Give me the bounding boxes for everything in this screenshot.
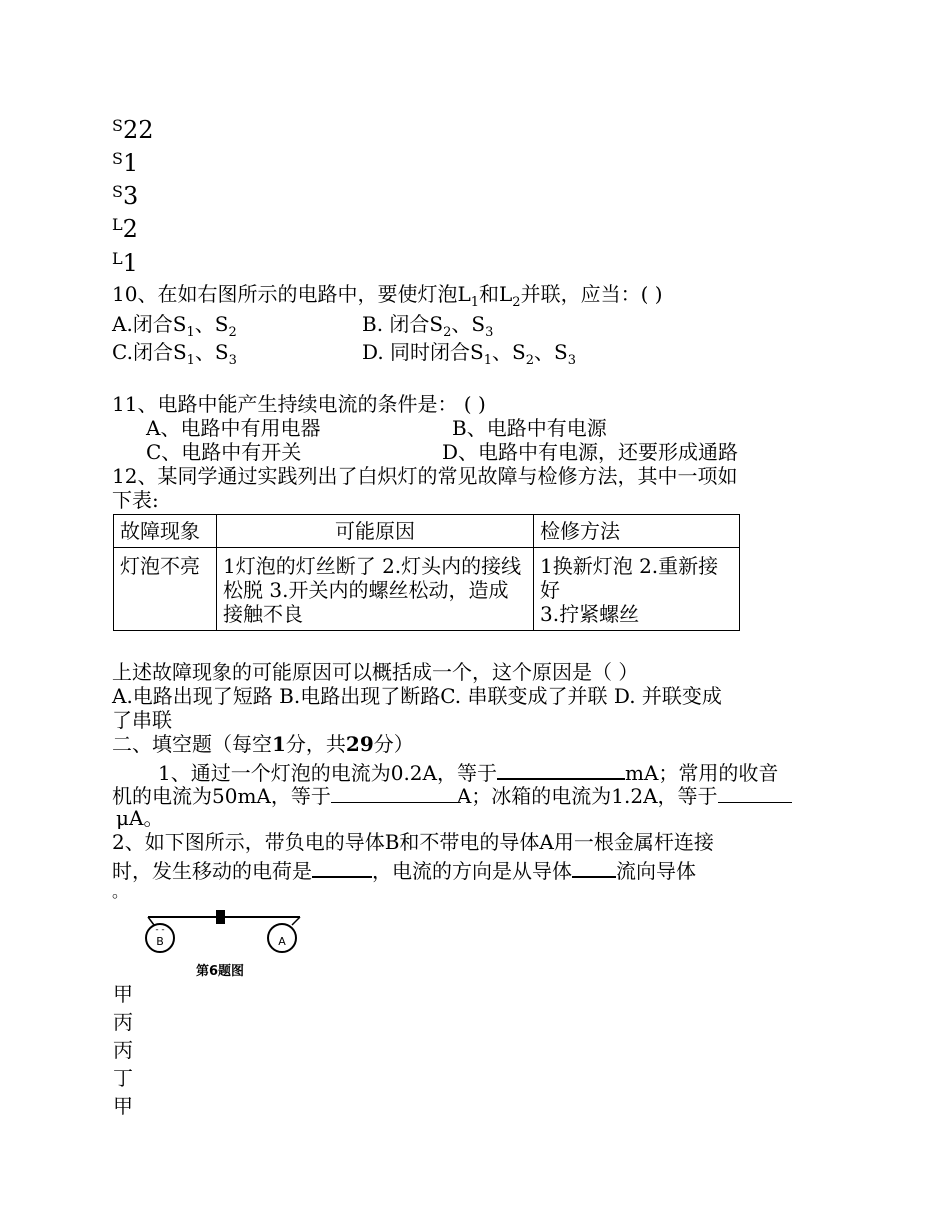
circuit-label-s1: $^S$1 <box>112 149 139 177</box>
circuit-label-l1: $^L$1 <box>112 249 138 277</box>
q11-option-b: B、电路中有电源 <box>452 416 607 440</box>
label-a: A <box>278 935 286 948</box>
table-header-cause: 可能原因 <box>217 515 534 548</box>
table-header-repair: 检修方法 <box>534 515 740 548</box>
q10-stem: 10、在如右图所示的电路中，要使灯泡$L_1$和$L_2$并联，应当：( ) <box>112 282 663 310</box>
s2-q1-line3: μA。 <box>116 806 164 830</box>
s2-q2-line1: 2、如下图所示，带负电的导体B和不带电的导体A用一根金属杆连接 <box>112 830 714 854</box>
q12-stem-line1: 12、某同学通过实践列出了白炽灯的常见故障与检修方法，其中一项如 <box>112 464 738 488</box>
q12-options-line1: A.电路出现了短路 B.电路出现了断路C. 串联变成了并联 D. 并联变成 <box>112 684 722 708</box>
answer-blank-ua[interactable] <box>718 784 792 803</box>
q12-stem-line2: 下表: <box>112 488 159 512</box>
table-cell-repair <box>534 548 740 631</box>
table-cell-cause: 1灯泡的灯丝断了 2.灯头内的接线松脱 3.开关内的螺丝松动，造成接触不良 <box>217 548 534 631</box>
fault-table <box>113 514 740 631</box>
negative-charge-marks: - - <box>155 925 165 935</box>
q11-option-a: A、电路中有用电器 <box>146 416 321 440</box>
q10-option-c: C.闭合$S_1$、$S_3$ <box>112 340 237 368</box>
s2-q1-line2: 机的电流为50mA，等于 A；冰箱的电流为1.2A，等于 <box>112 784 792 806</box>
s2-q1-line1: 1、通过一个灯泡的电流为0.2A，等于 mA；常用的收音 <box>158 761 779 785</box>
repair-step-1-2: 1换新灯泡 2.重新接好 <box>540 554 719 602</box>
q11-option-c: C、电路中有开关 <box>146 440 302 464</box>
table-header-phenomenon: 故障现象 <box>114 515 217 548</box>
q10-option-b: B. 闭合$S_2$、$S_3$ <box>362 312 494 340</box>
label-ding: 丁 <box>113 1066 133 1090</box>
q11-option-d: D、电路中有电源，还要形成通路 <box>442 440 739 464</box>
circuit-label-s3: $^S$3 <box>112 182 139 210</box>
q10-option-a: A.闭合$S_1$、$S_2$ <box>112 312 237 340</box>
label-jia-1: 甲 <box>113 982 133 1006</box>
table-row <box>114 548 740 631</box>
label-b: B <box>156 935 164 948</box>
answer-blank-charge[interactable] <box>312 858 372 878</box>
q12-options-line2: 了串联 <box>112 708 172 732</box>
conductor-figure <box>140 905 310 980</box>
q11-stem: 11、电路中能产生持续电流的条件是： ( ) <box>112 392 486 416</box>
answer-blank-ma[interactable] <box>497 760 625 780</box>
s2-q2-line2: 时，发生移动的电荷是 ，电流的方向是从导体 流向导体 <box>112 859 696 883</box>
circuit-label-s22: $^S$22 <box>112 116 154 144</box>
answer-blank-from[interactable] <box>572 858 616 878</box>
s2-q2-line3: 。 <box>112 882 129 901</box>
answer-blank-a[interactable] <box>331 784 457 803</box>
label-jia-2: 甲 <box>113 1094 133 1118</box>
insulated-handle <box>216 910 225 924</box>
table-header-row <box>114 515 740 548</box>
label-bing-1: 丙 <box>113 1010 133 1034</box>
table-cell-phenomenon: 灯泡不亮 <box>114 548 217 631</box>
q12-after-table: 上述故障现象的可能原因可以概括成一个，这个原因是（ ） <box>112 660 639 684</box>
q10-option-d: D. 同时闭合$S_1$、$S_2$、$S_3$ <box>362 340 576 368</box>
label-bing-2: 丙 <box>113 1038 133 1062</box>
figure-caption: 第6题图 <box>195 964 245 979</box>
circuit-label-l2: $^L$2 <box>112 215 138 243</box>
section2-title: 二、填空题（每空1分，共29分） <box>112 732 414 756</box>
repair-step-3: 3.拧紧螺丝 <box>540 602 640 626</box>
